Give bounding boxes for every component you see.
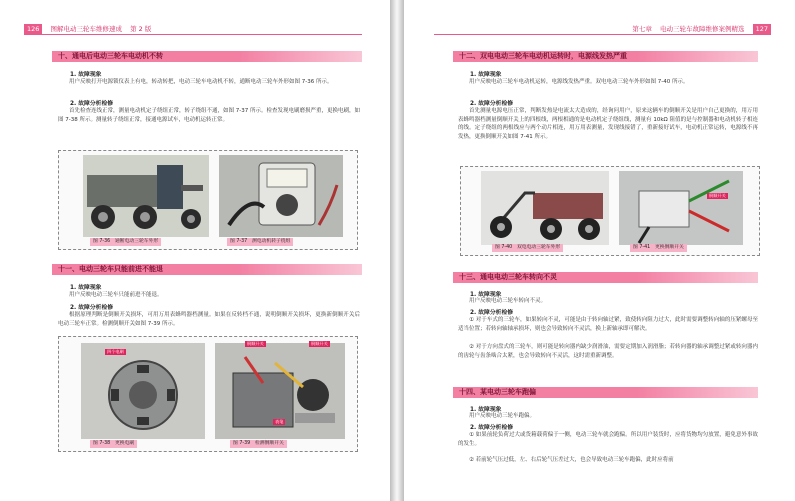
subheading: 2. 故障分析检修	[470, 101, 514, 107]
subheading: 2. 故障分析检修	[70, 101, 114, 107]
page-number: 126	[24, 24, 42, 35]
section-heading: 十一、电动三轮车只能前进不能退	[52, 264, 362, 275]
figure-caption: 图 7-36 通断电动三轮车外形	[90, 238, 161, 246]
figure-frame	[58, 150, 358, 250]
right-page-header	[434, 24, 771, 35]
section-heading: 十三、通电电动三轮车转向不灵	[453, 272, 758, 283]
callout-label: 倒顺开关	[709, 193, 726, 198]
paragraph: 用户反映电动三轮车只能前进不能退。	[69, 292, 163, 298]
figure-caption: 图 7-37 测电动机转子绕组	[227, 238, 293, 246]
dual-power-tricycle-photo	[481, 171, 609, 245]
figure-caption: 图 7-38 更换电刷	[90, 440, 137, 448]
tricycle-photo	[83, 155, 209, 237]
subheading: 1. 故障现象	[470, 407, 502, 413]
chapter-label: 第七章	[632, 25, 652, 33]
chapter-title: 电动三轮车故障维修案例精选	[660, 25, 745, 33]
page-number: 127	[753, 24, 771, 35]
paragraph: 用户反映电动三轮车电动机运转，电源线发热严重。双电电动三轮车外形如图 7-40 所示。	[469, 79, 689, 85]
subheading: 1. 故障现象	[70, 285, 102, 291]
figure-caption: 图 7-40 双电电动三轮车外形	[492, 244, 563, 252]
figure-caption: 图 7-39 检测倒顺开关	[230, 440, 287, 448]
figure-frame	[460, 166, 760, 256]
paragraph: 首先测量电源电压正常，判断发热是电流太大造成的，经询问用户，原来这辆车的倒顺开关是用户自己更换的，用万用表蜂鸣器档测量倒顺开关上的四根线，两根相通的是电动机定子绕组线，测量有 10kΩ 阻值的是与控制器和电动机转子相连的线。定子绕组的两根线应与两个动片相连，用万用表测量，发现线接错了，重新接好试车，电动机正常运转，电源线不再发热，更换倒顺开关如图 7-41 所示。	[458, 108, 758, 140]
figure-frame	[58, 336, 358, 452]
section-heading: 十四、某电动三轮车跑偏	[453, 387, 758, 398]
paragraph: ② 若前轮气压过低，左、右后轮气压差过大，也会导致电动三轮车跑偏，此时应将前	[469, 457, 674, 463]
paragraph: 根据原理判断是倒顺开关损坏，可用万用表蜂鸣器档测量。如果在反转档不通，说明倒顺开关损坏，更换新倒顺开关后电动三轮车正常。检测倒顺开关如图 7-39 所示。	[58, 312, 360, 327]
right-page	[404, 0, 795, 501]
paragraph: 首先检查连线正常，测量电动机定子绕组正常，转子绕组不通，如图 7-37 所示。检查发现电刷磨损严重，更换电刷，如图 7-38 所示。测量转子绕组正常，接通电源试车，电动机运转正常。	[58, 108, 360, 123]
subheading: 2. 故障分析检修	[470, 310, 514, 316]
section-heading: 十二、双电电动三轮车电动机运转时，电源线发热严重	[453, 51, 758, 62]
paragraph: 用户反映打开电源锁仪表上有电，转动转把，电动三轮车电动机不转，通断电动三轮车外形如图 7-36 所示。	[69, 79, 333, 85]
switch-replace-photo	[619, 171, 743, 245]
left-page-header	[24, 24, 362, 35]
subheading: 1. 故障现象	[470, 292, 502, 298]
edition: 第 2 版	[130, 25, 152, 33]
book-spine	[390, 0, 404, 501]
paragraph: ① 对于车式的三轮车，如果转向不灵，可能是由于转向轴过紧，致使转向阻力过大，此时需要调整转向轴的压紧螺母至适当位置；若转向轴轴承损坏，则也会导致转向不灵活，换上新轴承即可解决。	[458, 317, 758, 332]
paragraph: 用户反映电动三轮车转向不灵。	[469, 298, 547, 304]
paragraph: ② 对于方向盘式的三轮车，则可能是转向器内缺少润滑油，需要定期加入润滑脂；若转向器的轴承调整过紧或转向器内的齿轮与齿条啮合太紧，也会导致转向不灵活，这时需重新调整。	[458, 344, 758, 359]
callout-label: 倒顺开关	[311, 341, 328, 346]
subheading: 1. 故障现象	[470, 72, 502, 78]
subheading: 1. 故障现象	[70, 72, 102, 78]
subheading: 2. 故障分析检修	[70, 305, 114, 311]
meter-photo	[219, 155, 343, 237]
left-page	[0, 0, 390, 501]
running-title: 图解电动三轮车维修速成	[50, 25, 122, 33]
callout-label: 表笔	[275, 419, 284, 424]
callout-label: 四个电刷	[107, 349, 124, 354]
subheading: 2. 故障分析检修	[470, 425, 514, 431]
section-heading: 十、通电后电动三轮车电动机不转	[52, 51, 362, 62]
figure-caption: 图 7-41 更换倒顺开关	[630, 244, 687, 252]
callout-label: 倒顺开关	[247, 341, 264, 346]
paragraph: ① 如果前轮负荷过大或货箱载荷偏于一侧，电动三轮车就会跑偏。所以用户装货时，应将货物均匀放置，避免意外事故的发生。	[458, 432, 758, 447]
brush-photo	[81, 343, 205, 439]
paragraph: 用户反映电动三轮车跑偏。	[469, 413, 536, 419]
